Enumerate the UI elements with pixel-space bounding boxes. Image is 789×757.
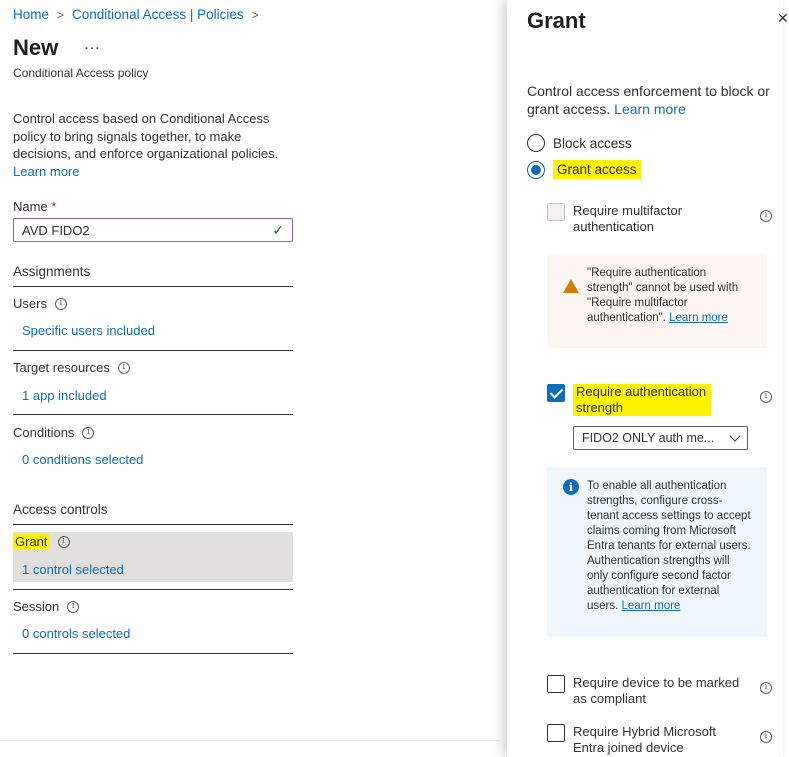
info-icon-wrap [760, 205, 772, 222]
page-title: New [13, 35, 59, 60]
description-text: Control access based on Conditional Access policy to bring signals together, to make decisions, and enforce organizational policies. [13, 111, 279, 161]
session-label-text: Session [13, 599, 60, 614]
target-resources-label-text: Target resources [13, 360, 110, 375]
title-row [13, 35, 101, 61]
warning-icon: ! [563, 266, 579, 281]
policy-description [13, 110, 293, 180]
block-access-label: Block access [553, 135, 632, 151]
info-icon[interactable]: i [55, 298, 67, 310]
more-options-button[interactable]: ... [84, 36, 101, 53]
target-resources-label [13, 360, 130, 375]
radio-selected[interactable] [527, 161, 545, 179]
divider [13, 414, 293, 415]
breadcrumb-separator: > [251, 7, 259, 22]
conditions-label [13, 425, 94, 440]
divider [13, 286, 293, 287]
panel-description [527, 82, 777, 118]
breadcrumb [13, 7, 267, 22]
info-icon-wrap [760, 726, 772, 743]
close-icon[interactable]: ✕ [777, 10, 789, 26]
require-auth-strength-label: Require authentication strength [573, 384, 711, 416]
page-subtitle: Conditional Access policy [13, 66, 149, 80]
panel-title: Grant [527, 8, 586, 33]
grant-label [13, 534, 70, 549]
chevron-down-icon [729, 430, 740, 441]
radio-unselected[interactable] [527, 134, 545, 152]
conditions-link[interactable]: 0 conditions selected [22, 452, 144, 467]
checkbox-disabled[interactable] [547, 203, 565, 221]
divider [13, 589, 293, 590]
breadcrumb-separator: > [57, 7, 65, 22]
users-label-text: Users [13, 296, 47, 311]
breadcrumb-home[interactable]: Home [13, 7, 50, 22]
info-icon[interactable]: i [118, 362, 130, 374]
info-icon[interactable]: i [760, 731, 772, 743]
require-mfa-label: Require multifactor authentication [573, 203, 683, 234]
info-icon[interactable]: i [58, 536, 70, 548]
checkbox-checked[interactable] [547, 384, 565, 402]
name-field-value: AVD FIDO2 [22, 222, 90, 238]
info-message [547, 467, 767, 637]
auth-strength-dropdown[interactable] [573, 426, 748, 450]
grant-label-text: Grant [15, 534, 48, 549]
info-icon[interactable]: i [760, 391, 772, 403]
warning-learn-more-link[interactable]: Learn more [669, 312, 728, 324]
name-field[interactable] [13, 218, 293, 242]
session-link[interactable]: 0 controls selected [22, 626, 131, 641]
checkbox-unchecked[interactable] [547, 675, 565, 693]
divider [13, 350, 293, 351]
access-controls-heading: Access controls [13, 502, 108, 517]
assignments-heading: Assignments [13, 264, 91, 279]
session-label [13, 599, 79, 614]
name-label-text: Name [13, 199, 48, 214]
panel-learn-more-link[interactable]: Learn more [614, 101, 686, 117]
info-icon[interactable]: i [82, 427, 94, 439]
info-text: To enable all authentication strengths, configure cross-tenant access settings to accept claims coming from Microsoft Entra tenants for external users. Authentication strengths will only configure second factor authentication for external users. [587, 480, 751, 612]
learn-more-link[interactable]: Learn more [13, 163, 80, 179]
check-icon: ✓ [272, 221, 284, 238]
warning-message [547, 254, 767, 348]
breadcrumb-policies[interactable]: Conditional Access | Policies [72, 7, 244, 22]
grant-panel [507, 0, 789, 757]
info-icon[interactable]: i [760, 210, 772, 222]
divider [13, 653, 293, 654]
block-access-radio[interactable] [527, 134, 632, 152]
panel-description-text: Control access enforcement to block or grant access. [527, 83, 770, 117]
grant-access-radio[interactable] [527, 160, 641, 179]
info-icon-wrap [760, 386, 772, 403]
auth-strength-selected: FIDO2 ONLY auth me... [582, 431, 715, 445]
require-compliant-checkbox[interactable] [547, 675, 772, 707]
grant-access-label: Grant access [553, 160, 641, 179]
info-icon[interactable]: i [760, 682, 772, 694]
checkbox-unchecked[interactable] [547, 724, 565, 742]
require-hybrid-label: Require Hybrid Microsoft Entra joined device [573, 724, 717, 755]
info-icon-wrap [760, 677, 772, 694]
required-mark: * [51, 199, 57, 214]
require-hybrid-checkbox[interactable] [547, 724, 772, 756]
info-filled-icon: i [563, 479, 579, 495]
footer-divider [0, 740, 500, 741]
users-label [13, 296, 67, 311]
divider [13, 524, 293, 525]
require-auth-strength-checkbox[interactable] [547, 384, 772, 416]
info-icon[interactable]: i [67, 601, 79, 613]
target-resources-link[interactable]: 1 app included [22, 388, 107, 403]
require-mfa-checkbox[interactable] [547, 203, 772, 235]
info-learn-more-link[interactable]: Learn more [621, 600, 681, 612]
name-label [13, 199, 56, 214]
require-compliant-label: Require device to be marked as compliant [573, 675, 740, 706]
conditions-label-text: Conditions [13, 425, 75, 440]
users-link[interactable]: Specific users included [22, 323, 155, 338]
grant-link[interactable]: 1 control selected [22, 562, 124, 577]
warning-text: "Require authentication strength" cannot be used with "Require multifactor authentication". [587, 267, 739, 324]
